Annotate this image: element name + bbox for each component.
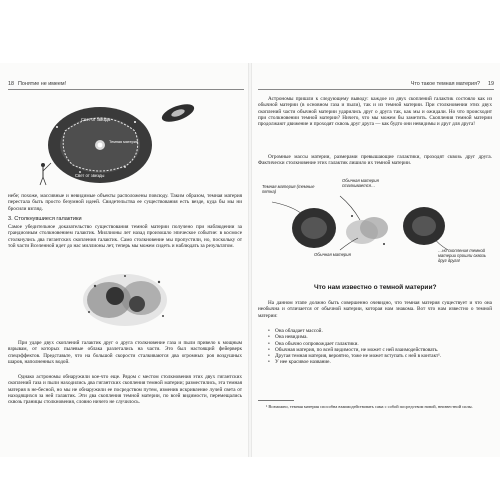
label-ordinary: Обычная материя bbox=[314, 252, 351, 257]
lensing-illustration bbox=[35, 97, 215, 192]
label-collide-box bbox=[342, 178, 402, 196]
right-header-rule bbox=[258, 89, 494, 90]
debris-dot bbox=[158, 281, 160, 283]
left-running-head: Понятие не имеем! bbox=[18, 81, 67, 87]
label-collide: Обычная материя сталкивается… bbox=[342, 178, 379, 188]
list-item: • Она обычно сопровождает галактики. bbox=[266, 341, 492, 347]
left-section-heading: 3. Столкнувшиеся галактики bbox=[8, 216, 82, 222]
list-item: • Она невидима. bbox=[266, 334, 492, 340]
ring-label-bottom: Свет от звезды bbox=[75, 173, 105, 178]
left-para-bottom-1: При ударе двух скоплений галактик друг о друга столкновение газа и пыли привело к мощным взрывам, от которых пылевые облака разлетались на части. Это был настоящий фейерверк спецэффектов. Представьте, что на большой скорости сталкиваются два огромных роя воздушных шаров, наполненных водой. bbox=[8, 340, 242, 365]
list-item: • У нее красивое название. bbox=[266, 359, 492, 365]
debris-dot bbox=[88, 311, 90, 313]
left-para-bottom-2: Однако астрономы обнаружили кое-что еще. Рядом с местом столкновения этих двух гигантских скоплений газа и пыли находились два гигантских скопления темной материи; разместились, эта темная материя в не-бесной, но мы не обнаружили ее посредством путем, изменив искривление лучей света от находящихся за ней галактик. Эти два скопления темной материи, по всей видимости, перемещались сквозь границы столкновения, словно ничего не случилось. bbox=[8, 374, 242, 406]
dark-matter-blob bbox=[106, 287, 124, 305]
left-page bbox=[0, 63, 248, 457]
known-facts-list bbox=[266, 328, 492, 366]
left-page-number: 18 bbox=[8, 81, 14, 87]
right-para-known: На данном этапе должно быть совершенно очевидно, что темная материя существует и что она необычна и отличается от обычной материи, которая нам знакома. Вот что нам известно о темной материи: bbox=[258, 300, 492, 319]
footnote-rule bbox=[258, 400, 294, 401]
debris-dot bbox=[94, 285, 96, 287]
right-page-number: 19 bbox=[488, 81, 494, 87]
observer-head bbox=[41, 163, 45, 167]
label-through: …но скопления темной материи прошли сквозь друг друга! bbox=[438, 248, 487, 263]
dark-matter-cluster-left-core bbox=[301, 217, 327, 239]
debris-dot bbox=[351, 215, 353, 217]
list-item: • Обычная материя, по всей видимости, не может с ней взаимодействовать. bbox=[266, 347, 492, 353]
collision-illustration bbox=[75, 268, 175, 330]
debris-dot bbox=[383, 243, 385, 245]
label-ordinary-box bbox=[314, 252, 354, 266]
label-through-box bbox=[438, 248, 492, 270]
right-running-head: Что такое темная материя? bbox=[410, 81, 480, 87]
right-section-heading: Что нам известно о темной материи? bbox=[314, 284, 437, 291]
right-para-top: Астрономы пришли к следующему выводу: каждое из двух скоплений галактик состояло как из обычной материи (в основном газа и пыли), так и из темной материи. При столкновении этих двух скоплений части обычной материи ударились друг о друга так, как мы и ожидали. Но что происходит при столкновении темной материи? Ничего, что мы можем бы заметить. Скопления темной материи продолжают движение и проходят сквозь друг друга — как будто они невидимы и друг для друга! bbox=[258, 96, 492, 128]
right-page bbox=[252, 63, 500, 457]
star-dot bbox=[134, 121, 136, 123]
arrow-icon bbox=[272, 202, 302, 214]
dark-matter-blob bbox=[129, 296, 145, 312]
left-para-top: небе; похоже, массивные и невидимые объекты расположены повсюду. Таким образом, темная материя перестала быть просто безумной идеей. Свидетельства ее существования есть везде, куда бы мы ни бросили взгляд. bbox=[8, 193, 242, 212]
right-para-top-2: Огромные массы материи, размерами превышающие галактики, проходят сквозь друг друга. Фактически столкновение этих галактик лишило их темной материи. bbox=[258, 154, 492, 167]
observer-leg bbox=[40, 177, 43, 185]
dark-matter-cluster-right-core bbox=[412, 216, 436, 236]
left-header-rule bbox=[8, 89, 244, 90]
ordinary-matter-cloud bbox=[360, 217, 388, 239]
list-item: • Она обладает массой. bbox=[266, 328, 492, 334]
label-dark-matter-box bbox=[262, 184, 318, 202]
footnote: ¹ Возможно, темная материя способна взаимодействовать сама с собой посредством новой, неизвестной силы. bbox=[266, 404, 473, 409]
list-item: • Другая темная материя, вероятно, тоже не может вступать с ней в контакт¹. bbox=[266, 353, 492, 359]
ring-label-side: Темная материя bbox=[109, 140, 138, 144]
observer-leg bbox=[43, 177, 46, 185]
left-para-middle: Самое убедительное доказательство существования темной материи получено при наблюдении за грандиозным столкновением галактик. Миллионы лет назад произошло эпическое событие: в космосе столкнулись два гигантских скопления галактик. Само столкновение мы пропустили, но, поскольку от той части Вселенной идет до нас миллионы лет, теперь мы можем сидеть и наблюдать за результатом. bbox=[8, 224, 242, 249]
clusters-illustration bbox=[262, 176, 492, 271]
label-dark-matter: Темная материя (темные пятна) bbox=[262, 184, 315, 194]
debris-dot bbox=[124, 275, 126, 277]
galaxy-core bbox=[98, 143, 103, 148]
star-dot bbox=[56, 126, 58, 128]
debris-dot bbox=[162, 315, 164, 317]
ring-label-top: Свет от звезды bbox=[81, 117, 111, 122]
arrow-icon bbox=[340, 196, 360, 220]
